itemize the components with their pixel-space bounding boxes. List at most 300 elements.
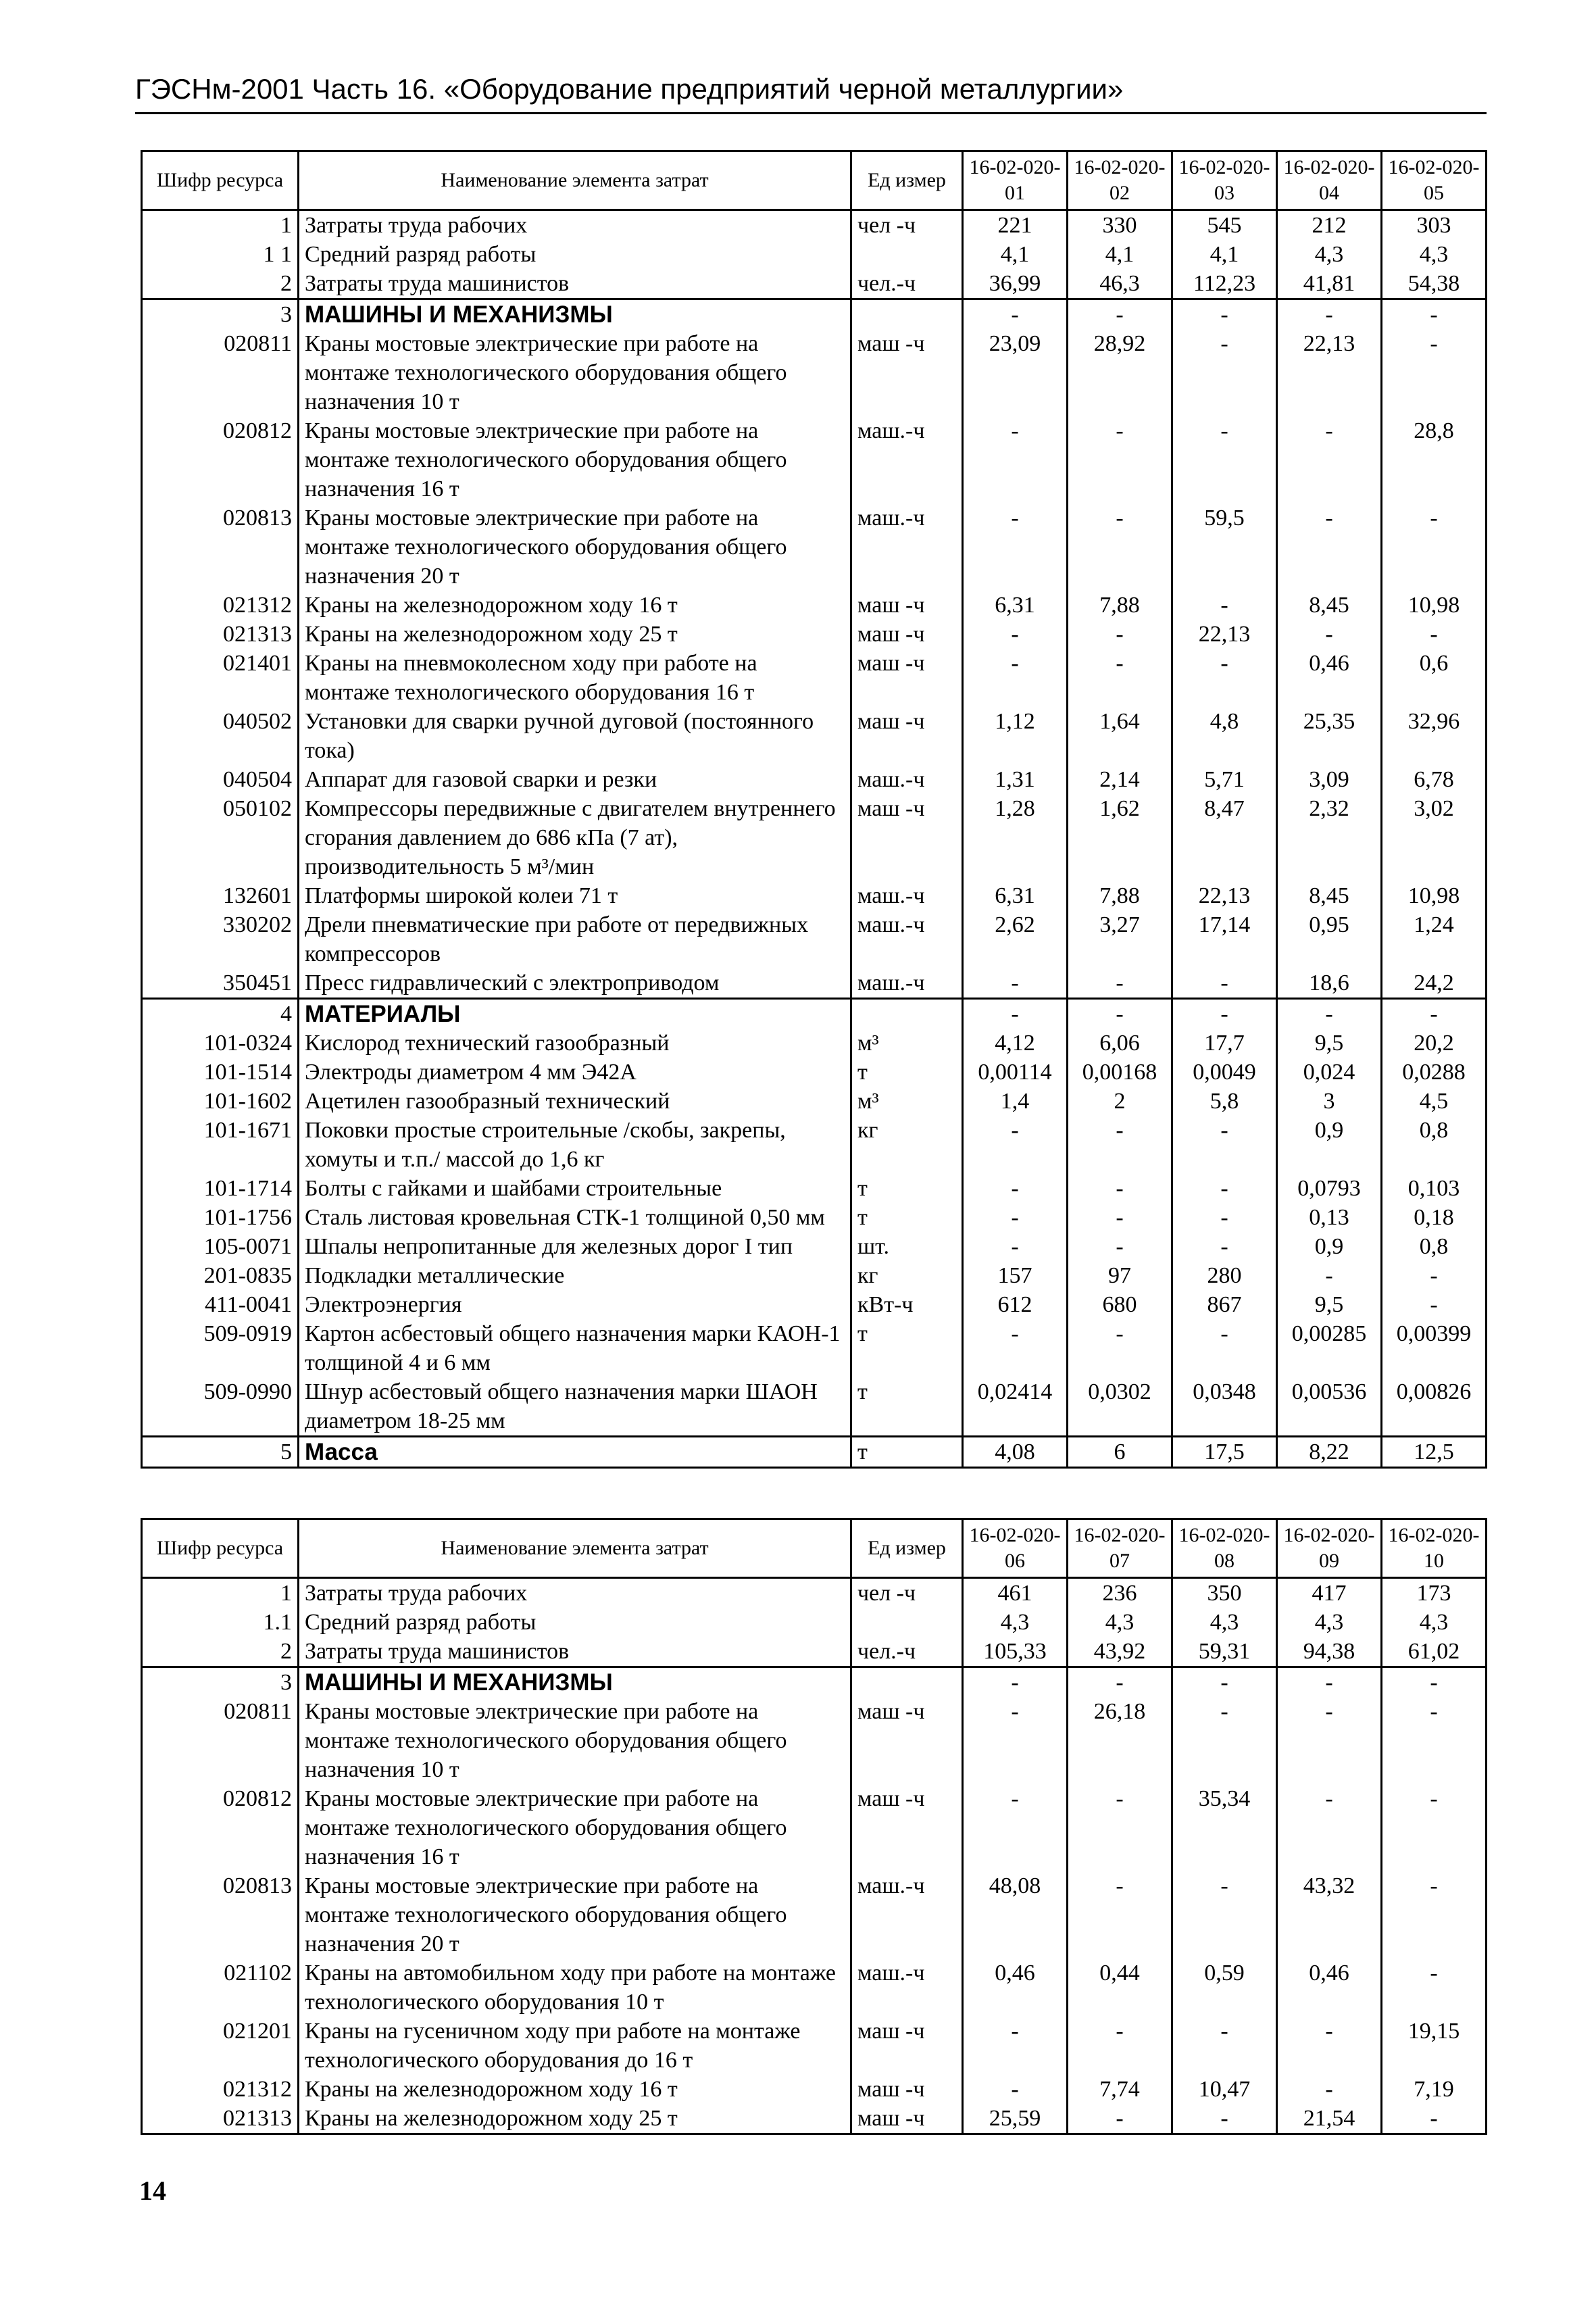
rate-value: - <box>1068 1174 1172 1203</box>
table-row <box>142 2104 1487 2134</box>
rate-value: 350 <box>1172 1578 1277 1608</box>
rate-value: 59,5 <box>1172 503 1277 591</box>
resource-code: 509-0990 <box>142 1377 299 1437</box>
rate-value: - <box>1172 649 1277 707</box>
cost-element-name: Поковки простые строительные /скобы, закрепы, хомуты и т.п./ массой до 1,6 кг <box>299 1116 851 1174</box>
cost-element-name: Средний разряд работы <box>299 240 851 269</box>
rate-value: - <box>1068 1871 1172 1959</box>
rate-value: 4,3 <box>1172 1608 1277 1637</box>
rate-value: 6,31 <box>963 881 1068 910</box>
resource-code: 040502 <box>142 707 299 765</box>
rate-value: - <box>1068 1116 1172 1174</box>
rate-value: 46,3 <box>1068 269 1172 299</box>
cost-element-name: МАТЕРИАЛЫ <box>299 999 851 1029</box>
table-body-1 <box>142 210 1487 1468</box>
rate-value: 0,024 <box>1277 1058 1382 1087</box>
unit-of-measure: шт. <box>851 1232 963 1261</box>
cost-element-name: Картон асбестовый общего назначения марки КАОН-1 толщиной 4 и 6 мм <box>299 1319 851 1377</box>
table-row <box>142 1203 1487 1232</box>
section-row <box>142 299 1487 330</box>
rate-value: 4,3 <box>1277 1608 1382 1637</box>
unit-of-measure: чел -ч <box>851 1578 963 1608</box>
rate-value: 545 <box>1172 210 1277 241</box>
unit-of-measure: маш -ч <box>851 1697 963 1784</box>
rate-value: 173 <box>1382 1578 1487 1608</box>
resource-code: 101-0324 <box>142 1029 299 1058</box>
rate-value: - <box>1382 620 1487 649</box>
rate-value: 1,64 <box>1068 707 1172 765</box>
rate-value: - <box>1172 416 1277 503</box>
rate-value: 4,1 <box>963 240 1068 269</box>
column-header-rate: 16-02-020-09 <box>1277 1519 1382 1578</box>
cost-element-name: Подкладки металлические <box>299 1261 851 1290</box>
rate-value: 7,19 <box>1382 2075 1487 2104</box>
rate-value: - <box>1068 1784 1172 1871</box>
table-row <box>142 1116 1487 1174</box>
rate-value: 9,5 <box>1277 1029 1382 1058</box>
table-row <box>142 1377 1487 1437</box>
rate-value: - <box>1382 999 1487 1029</box>
rate-value: - <box>1382 1290 1487 1319</box>
rate-value: - <box>1277 999 1382 1029</box>
cost-element-name: Затраты труда рабочих <box>299 210 851 241</box>
rate-value: - <box>1277 2017 1382 2075</box>
resource-table-2 <box>141 1518 1487 2135</box>
table-row <box>142 707 1487 765</box>
rate-value: - <box>1068 503 1172 591</box>
cost-element-name: Шпалы непропитанные для железных дорог I тип <box>299 1232 851 1261</box>
cost-element-name: Сталь листовая кровельная СТК-1 толщиной 0,50 мм <box>299 1203 851 1232</box>
rate-value: 17,14 <box>1172 910 1277 968</box>
rate-value: 0,00285 <box>1277 1319 1382 1377</box>
resource-code: 132601 <box>142 881 299 910</box>
unit-of-measure: маш.-ч <box>851 1871 963 1959</box>
resource-code: 020812 <box>142 416 299 503</box>
table-row <box>142 620 1487 649</box>
unit-of-measure: чел.-ч <box>851 1637 963 1667</box>
rate-value: 0,13 <box>1277 1203 1382 1232</box>
rate-value: 680 <box>1068 1290 1172 1319</box>
rate-value: 3,09 <box>1277 765 1382 794</box>
resource-code: 3 <box>142 299 299 330</box>
rate-value: 417 <box>1277 1578 1382 1608</box>
rate-value: 12,5 <box>1382 1437 1487 1468</box>
resource-code: 020811 <box>142 1697 299 1784</box>
column-header-code: Шифр ресурса <box>142 1519 299 1578</box>
table-row <box>142 1578 1487 1608</box>
unit-of-measure: маш.-ч <box>851 910 963 968</box>
rate-value: 7,88 <box>1068 881 1172 910</box>
unit-of-measure <box>851 240 963 269</box>
cost-element-name: Краны на железнодорожном ходу 16 т <box>299 591 851 620</box>
table-row <box>142 1319 1487 1377</box>
rate-value: 1,24 <box>1382 910 1487 968</box>
rate-value: 7,88 <box>1068 591 1172 620</box>
rate-value: 4,3 <box>1277 240 1382 269</box>
rate-value: - <box>1068 1667 1172 1698</box>
cost-element-name: Затраты труда рабочих <box>299 1578 851 1608</box>
cost-element-name: Установки для сварки ручной дуговой (постоянного тока) <box>299 707 851 765</box>
unit-of-measure <box>851 999 963 1029</box>
table-row <box>142 1232 1487 1261</box>
rate-value: 0,0288 <box>1382 1058 1487 1087</box>
cost-element-name: Краны на железнодорожном ходу 25 т <box>299 620 851 649</box>
rate-value: - <box>1382 329 1487 416</box>
rate-value: 1,62 <box>1068 794 1172 881</box>
unit-of-measure: маш -ч <box>851 1784 963 1871</box>
cost-element-name: МАШИНЫ И МЕХАНИЗМЫ <box>299 1667 851 1698</box>
cost-element-name: Затраты труда машинистов <box>299 1637 851 1667</box>
rate-value: - <box>1172 1697 1277 1784</box>
unit-of-measure: т <box>851 1319 963 1377</box>
rate-value: 5,8 <box>1172 1087 1277 1116</box>
cost-element-name: Краны на автомобильном ходу при работе на монтаже технологического оборудования 10 т <box>299 1959 851 2017</box>
resource-code: 101-1602 <box>142 1087 299 1116</box>
unit-of-measure: маш.-ч <box>851 765 963 794</box>
resource-code: 020811 <box>142 329 299 416</box>
rate-value: - <box>1172 1116 1277 1174</box>
rate-value: - <box>963 1174 1068 1203</box>
rate-value: - <box>963 1319 1068 1377</box>
rate-value: - <box>963 1203 1068 1232</box>
resource-code: 101-1714 <box>142 1174 299 1203</box>
rate-value: - <box>1382 1697 1487 1784</box>
rate-value: 8,45 <box>1277 591 1382 620</box>
rate-value: 0,00168 <box>1068 1058 1172 1087</box>
resource-code: 021312 <box>142 2075 299 2104</box>
resource-code: 1 <box>142 210 299 241</box>
rate-value: - <box>1277 1261 1382 1290</box>
rate-value: - <box>1277 299 1382 330</box>
rate-value: 0,103 <box>1382 1174 1487 1203</box>
rate-value: 461 <box>963 1578 1068 1608</box>
rate-value: 3 <box>1277 1087 1382 1116</box>
rate-value: - <box>1277 1697 1382 1784</box>
resource-code: 1 1 <box>142 240 299 269</box>
resource-code: 101-1756 <box>142 1203 299 1232</box>
rate-value: 36,99 <box>963 269 1068 299</box>
table-row <box>142 1697 1487 1784</box>
unit-of-measure: кВт-ч <box>851 1290 963 1319</box>
column-header-code: Шифр ресурса <box>142 151 299 210</box>
table-row <box>142 910 1487 968</box>
rate-value: 0,0348 <box>1172 1377 1277 1437</box>
rate-value: 32,96 <box>1382 707 1487 765</box>
column-header-rate: 16-02-020-02 <box>1068 151 1172 210</box>
table-row <box>142 269 1487 299</box>
rate-value: - <box>1172 1667 1277 1698</box>
resource-code: 021401 <box>142 649 299 707</box>
unit-of-measure: маш.-ч <box>851 881 963 910</box>
rate-value: 35,34 <box>1172 1784 1277 1871</box>
unit-of-measure: т <box>851 1377 963 1437</box>
cost-element-name: Затраты труда машинистов <box>299 269 851 299</box>
rate-value: 4,3 <box>1382 1608 1487 1637</box>
rate-value: 48,08 <box>963 1871 1068 1959</box>
table-header-row <box>142 1519 1487 1578</box>
rate-value: 0,95 <box>1277 910 1382 968</box>
rate-value: 4,3 <box>1382 240 1487 269</box>
rate-value: 23,09 <box>963 329 1068 416</box>
unit-of-measure: м³ <box>851 1087 963 1116</box>
rate-value: 94,38 <box>1277 1637 1382 1667</box>
cost-element-name: Краны мостовые электрические при работе на монтаже технологического оборудования общего назначения 10 т <box>299 1697 851 1784</box>
table-row <box>142 881 1487 910</box>
rate-value: 19,15 <box>1382 2017 1487 2075</box>
rate-value: - <box>1172 1232 1277 1261</box>
rate-value: 4,1 <box>1172 240 1277 269</box>
unit-of-measure: чел -ч <box>851 210 963 241</box>
rate-value: 22,13 <box>1172 620 1277 649</box>
column-header-rate: 16-02-020-06 <box>963 1519 1068 1578</box>
rate-value: 9,5 <box>1277 1290 1382 1319</box>
rate-value: 0,00826 <box>1382 1377 1487 1437</box>
table-row <box>142 1290 1487 1319</box>
rate-value: 4,3 <box>963 1608 1068 1637</box>
resource-code: 105-0071 <box>142 1232 299 1261</box>
unit-of-measure: маш -ч <box>851 2017 963 2075</box>
rate-value: - <box>1068 1232 1172 1261</box>
rate-value: - <box>1382 1959 1487 2017</box>
table-row <box>142 416 1487 503</box>
table-row <box>142 1437 1487 1468</box>
cost-element-name: Краны мостовые электрические при работе на монтаже технологического оборудования общего назначения 16 т <box>299 416 851 503</box>
resource-code: 350451 <box>142 968 299 999</box>
cost-element-name: Компрессоры передвижные с двигателем внутреннего сгорания давлением до 686 кПа (7 ат), производительность 5 м³/мин <box>299 794 851 881</box>
rate-value: - <box>963 503 1068 591</box>
rate-value: 0,8 <box>1382 1116 1487 1174</box>
table-row <box>142 1174 1487 1203</box>
rate-value: 10,47 <box>1172 2075 1277 2104</box>
table-row <box>142 1871 1487 1959</box>
header-rule <box>135 112 1487 114</box>
cost-element-name: Средний разряд работы <box>299 1608 851 1637</box>
cost-element-name: Краны на пневмоколесном ходу при работе на монтаже технологического оборудования 16 т <box>299 649 851 707</box>
rate-value: 867 <box>1172 1290 1277 1319</box>
resource-table-1 <box>141 150 1487 1469</box>
unit-of-measure: т <box>851 1058 963 1087</box>
rate-value: 28,8 <box>1382 416 1487 503</box>
column-header-name: Наименование элемента затрат <box>299 151 851 210</box>
rate-value: - <box>1172 968 1277 999</box>
cost-element-name: Ацетилен газообразный технический <box>299 1087 851 1116</box>
rate-value: 0,0049 <box>1172 1058 1277 1087</box>
table-header-row <box>142 151 1487 210</box>
rate-value: 97 <box>1068 1261 1172 1290</box>
rate-value: - <box>1382 1871 1487 1959</box>
rate-value: 4,3 <box>1068 1608 1172 1637</box>
rate-value: - <box>1277 2075 1382 2104</box>
resource-code: 021312 <box>142 591 299 620</box>
rate-value: 0,59 <box>1172 1959 1277 2017</box>
rate-value: 22,13 <box>1172 881 1277 910</box>
cost-element-name: Краны на гусеничном ходу при работе на монтаже технологического оборудования до 16 т <box>299 2017 851 2075</box>
rate-value: 0,6 <box>1382 649 1487 707</box>
rate-value: - <box>1172 999 1277 1029</box>
rate-value: 22,13 <box>1277 329 1382 416</box>
rate-value: - <box>1172 329 1277 416</box>
cost-element-name: Аппарат для газовой сварки и резки <box>299 765 851 794</box>
resource-code: 3 <box>142 1667 299 1698</box>
cost-element-name: Болты с гайками и шайбами строительные <box>299 1174 851 1203</box>
resource-code: 2 <box>142 269 299 299</box>
rate-value: - <box>963 999 1068 1029</box>
rate-value: 54,38 <box>1382 269 1487 299</box>
resource-code: 4 <box>142 999 299 1029</box>
rate-value: - <box>1068 999 1172 1029</box>
rate-value: - <box>1068 968 1172 999</box>
rate-value: 17,7 <box>1172 1029 1277 1058</box>
resource-code: 330202 <box>142 910 299 968</box>
unit-of-measure: маш -ч <box>851 620 963 649</box>
rate-value: - <box>963 620 1068 649</box>
rate-value: - <box>1277 1784 1382 1871</box>
rate-value: 18,6 <box>1277 968 1382 999</box>
table-row <box>142 1058 1487 1087</box>
unit-of-measure: кг <box>851 1116 963 1174</box>
rate-value: 330 <box>1068 210 1172 241</box>
cost-element-name: Краны мостовые электрические при работе на монтаже технологического оборудования общего назначения 16 т <box>299 1784 851 1871</box>
resource-code: 1 <box>142 1578 299 1608</box>
unit-of-measure: маш -ч <box>851 591 963 620</box>
table-row <box>142 1637 1487 1667</box>
table-row <box>142 591 1487 620</box>
unit-of-measure: маш.-ч <box>851 968 963 999</box>
cost-element-name: Пресс гидравлический с электроприводом <box>299 968 851 999</box>
cost-element-name: Дрели пневматические при работе от передвижных компрессоров <box>299 910 851 968</box>
resource-code: 1.1 <box>142 1608 299 1637</box>
unit-of-measure: маш.-ч <box>851 1959 963 2017</box>
rate-value: - <box>1277 620 1382 649</box>
rate-value: 0,46 <box>1277 1959 1382 2017</box>
rate-value: - <box>963 1232 1068 1261</box>
unit-of-measure: маш -ч <box>851 2075 963 2104</box>
rate-value: 25,35 <box>1277 707 1382 765</box>
page-number: 14 <box>139 2175 166 2206</box>
rate-value: 10,98 <box>1382 591 1487 620</box>
table-row <box>142 1784 1487 1871</box>
rate-value: - <box>1172 2104 1277 2134</box>
rate-value: - <box>1068 1319 1172 1377</box>
rate-value: 4,5 <box>1382 1087 1487 1116</box>
cost-element-name: МАШИНЫ И МЕХАНИЗМЫ <box>299 299 851 330</box>
rate-value: 41,81 <box>1277 269 1382 299</box>
rate-value: 43,32 <box>1277 1871 1382 1959</box>
rate-value: 1,28 <box>963 794 1068 881</box>
rate-value: 59,31 <box>1172 1637 1277 1667</box>
rate-value: 2,14 <box>1068 765 1172 794</box>
resource-code: 021102 <box>142 1959 299 2017</box>
rate-value: 1,12 <box>963 707 1068 765</box>
rate-value: - <box>1382 1667 1487 1698</box>
unit-of-measure: т <box>851 1174 963 1203</box>
resource-code: 020813 <box>142 503 299 591</box>
resource-code: 020812 <box>142 1784 299 1871</box>
resource-code: 021313 <box>142 620 299 649</box>
rate-value: - <box>963 416 1068 503</box>
table-row <box>142 2017 1487 2075</box>
rate-value: 612 <box>963 1290 1068 1319</box>
resource-code: 021313 <box>142 2104 299 2134</box>
resource-code: 021201 <box>142 2017 299 2075</box>
rate-value: - <box>1172 1871 1277 1959</box>
rate-value: - <box>1382 1261 1487 1290</box>
rate-value: - <box>963 1697 1068 1784</box>
rate-value: - <box>1068 2104 1172 2134</box>
rate-value: 21,54 <box>1277 2104 1382 2134</box>
table-row <box>142 1959 1487 2017</box>
rate-value: - <box>963 299 1068 330</box>
column-header-unit: Ед измер <box>851 1519 963 1578</box>
rate-value: 7,74 <box>1068 2075 1172 2104</box>
rate-value: 4,8 <box>1172 707 1277 765</box>
unit-of-measure <box>851 1667 963 1698</box>
rate-value: - <box>1068 299 1172 330</box>
table-row <box>142 794 1487 881</box>
rate-value: 0,8 <box>1382 1232 1487 1261</box>
rate-value: - <box>1172 2017 1277 2075</box>
rate-value: - <box>1277 416 1382 503</box>
resource-code: 5 <box>142 1437 299 1468</box>
rate-value: 3,27 <box>1068 910 1172 968</box>
table-row <box>142 329 1487 416</box>
cost-element-name: Кислород технический газообразный <box>299 1029 851 1058</box>
resource-code: 411-0041 <box>142 1290 299 1319</box>
rate-value: - <box>1382 1784 1487 1871</box>
unit-of-measure: м³ <box>851 1029 963 1058</box>
unit-of-measure: кг <box>851 1261 963 1290</box>
column-header-unit: Ед измер <box>851 151 963 210</box>
column-header-rate: 16-02-020-01 <box>963 151 1068 210</box>
unit-of-measure: маш.-ч <box>851 503 963 591</box>
unit-of-measure <box>851 1608 963 1637</box>
unit-of-measure: т <box>851 1437 963 1468</box>
table-row <box>142 968 1487 999</box>
rate-value: 6,78 <box>1382 765 1487 794</box>
rate-value: 0,18 <box>1382 1203 1487 1232</box>
section-row <box>142 1667 1487 1698</box>
cost-element-name: Электроэнергия <box>299 1290 851 1319</box>
rate-value: - <box>1277 503 1382 591</box>
rate-value: 43,92 <box>1068 1637 1172 1667</box>
table-row <box>142 2075 1487 2104</box>
rate-value: 112,23 <box>1172 269 1277 299</box>
rate-value: 0,46 <box>1277 649 1382 707</box>
rate-value: 6,06 <box>1068 1029 1172 1058</box>
rate-value: 0,0793 <box>1277 1174 1382 1203</box>
rate-value: 280 <box>1172 1261 1277 1290</box>
rate-value: - <box>1068 416 1172 503</box>
rate-value: 5,71 <box>1172 765 1277 794</box>
rate-value: - <box>1068 2017 1172 2075</box>
unit-of-measure: маш -ч <box>851 707 963 765</box>
unit-of-measure: т <box>851 1203 963 1232</box>
rate-value: 24,2 <box>1382 968 1487 999</box>
column-header-rate: 16-02-020-08 <box>1172 1519 1277 1578</box>
rate-value: 221 <box>963 210 1068 241</box>
rate-value: - <box>1172 299 1277 330</box>
rate-value: - <box>963 649 1068 707</box>
cost-element-name: Шнур асбестовый общего назначения марки ШАОН диаметром 18-25 мм <box>299 1377 851 1437</box>
column-header-name: Наименование элемента затрат <box>299 1519 851 1578</box>
rate-value: - <box>1382 503 1487 591</box>
column-header-rate: 16-02-020-04 <box>1277 151 1382 210</box>
rate-value: 6 <box>1068 1437 1172 1468</box>
unit-of-measure <box>851 299 963 330</box>
rate-value: - <box>1277 1667 1382 1698</box>
rate-value: 105,33 <box>963 1637 1068 1667</box>
unit-of-measure: маш.-ч <box>851 416 963 503</box>
